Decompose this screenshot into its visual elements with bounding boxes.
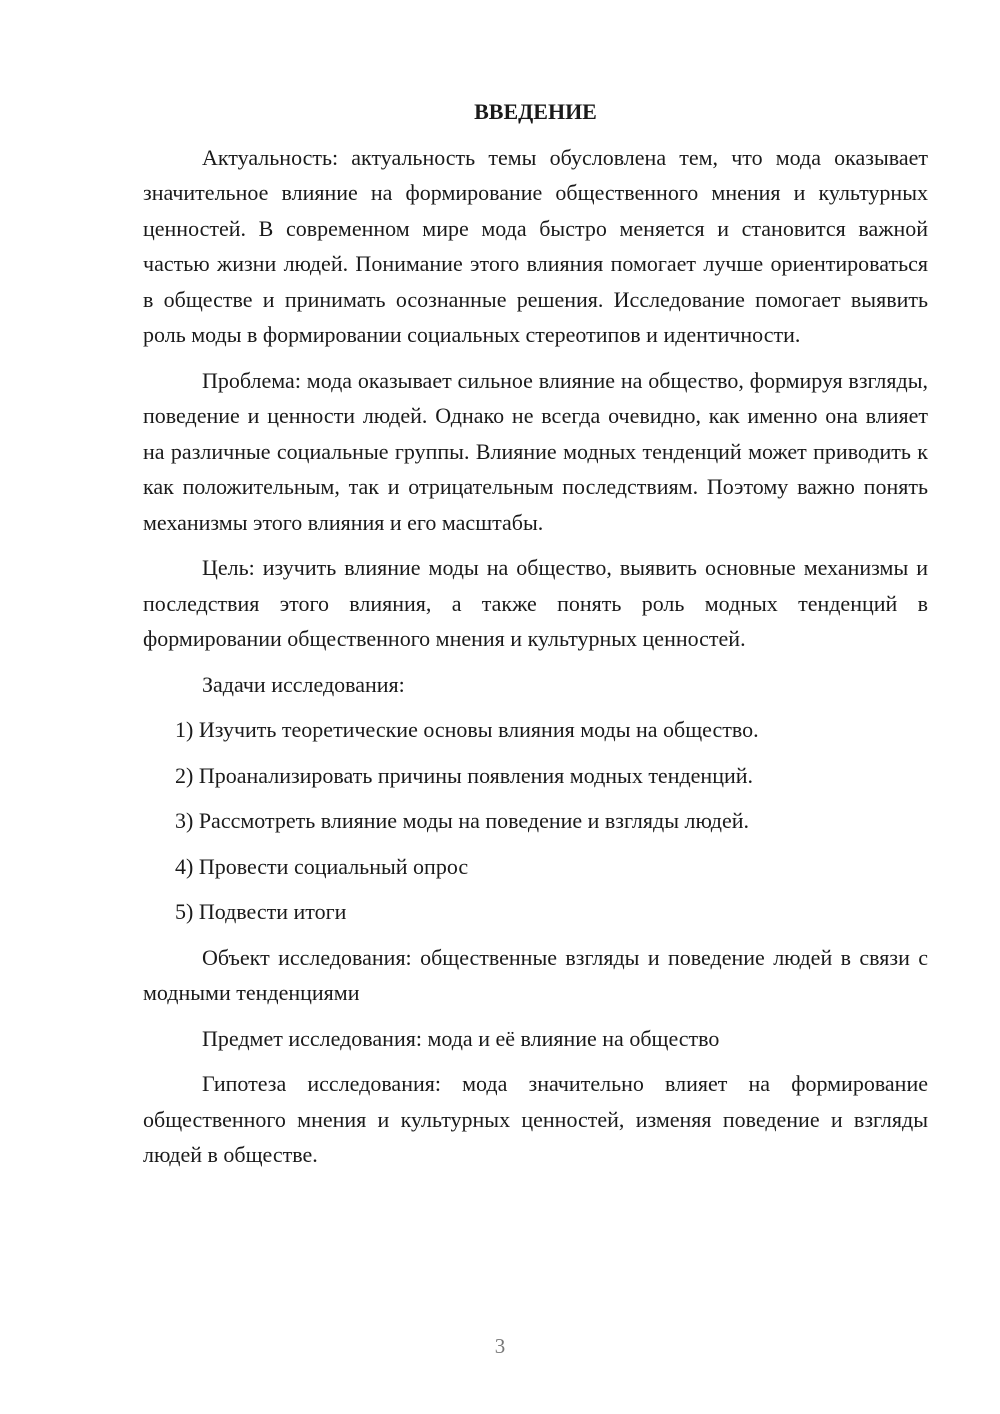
tasks-heading: Задачи исследования: [202,671,405,697]
section-title: ВВЕДЕНИЕ [474,99,597,124]
problem-paragraph: Проблема: мода оказывает сильное влияние на общество, формируя взгляды, поведение и ценности людей. Однако не всегда очевидно, как именно она влияет на различные социальные группы. Влияние модных тенденций может приводить к как положительным, так и отрицательным последствиям. Поэтому важно понять механизмы этого влияния и его масштабы. [143,367,928,535]
subject-paragraph: Предмет исследования: мода и её влияние на общество [202,1025,720,1051]
list-item: 4) Провести социальный опрос [175,853,469,879]
tasks-list [143,712,928,930]
list-item: 1) Изучить теоретические основы влияния моды на общество. [175,717,759,742]
relevance-paragraph: Актуальность: актуальность темы обусловлена тем, что мода оказывает значительное влияние на формирование общественного мнения и культурных ценностей. В современном мире мода быстро меняется и становится важной частью жизни людей. Понимание этого влияния помогает лучше ориентироваться в обществе и принимать осознанные решения. Исследование помогает выявить роль моды в формировании социальных стереотипов и идентичности. [143,144,928,347]
page-number: 3 [494,1334,506,1358]
list-item: 5) Подвести итоги [175,899,347,924]
goal-paragraph: Цель: изучить влияние моды на общество, выявить основные механизмы и последствия этого влияния, а также понять роль модных тенденций в формировании общественного мнения и культурных ценностей. [143,555,928,651]
hypothesis-paragraph: Гипотеза исследования: мода значительно влияет на формирование общественного мнения и культурных ценностей, изменяя поведение и взгляды людей в обществе. [143,1071,928,1167]
page-content [143,94,928,1183]
object-paragraph: Объект исследования: общественные взгляды и поведение людей в связи с модными тенденциями [143,944,928,1005]
list-item: 2) Проанализировать причины появления модных тенденций. [175,762,754,788]
list-item: 3) Рассмотреть влияние моды на поведение и взгляды людей. [175,808,749,833]
